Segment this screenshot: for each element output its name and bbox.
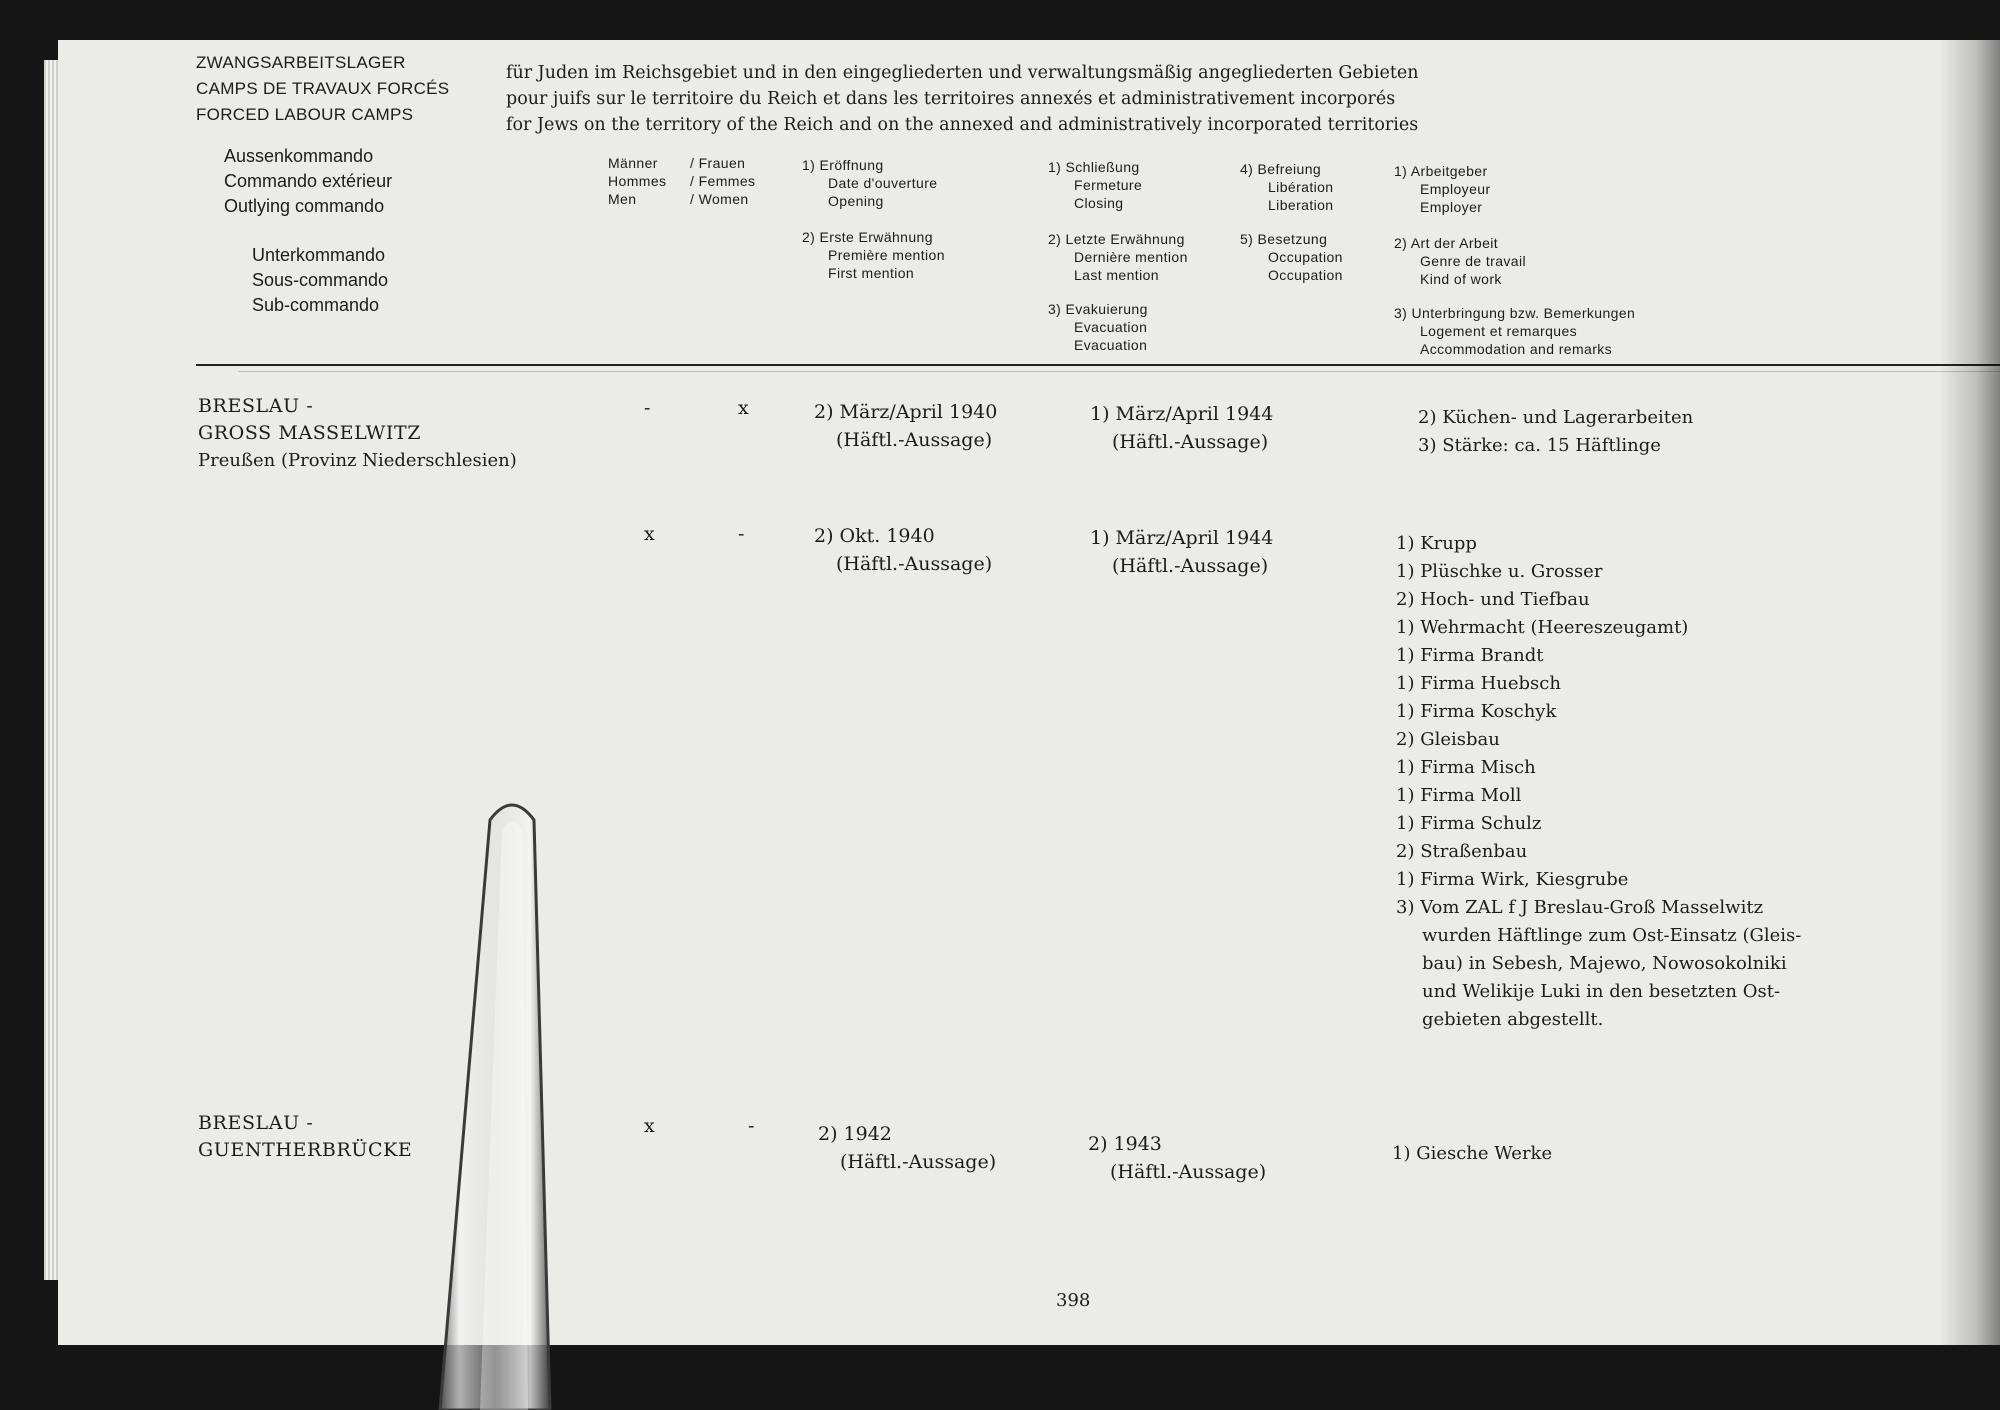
entry-closed	[1090, 400, 1273, 456]
legend-line: 5) Besetzung	[1240, 231, 1328, 247]
remark-line: wurden Häftlinge zum Ost-Einsatz (Gleis-	[1422, 925, 1802, 946]
legend-line: Aussenkommando	[224, 146, 374, 166]
closed-line: 1) März/April 1944	[1090, 403, 1274, 425]
remark-line: 1) Firma Koschyk	[1396, 701, 1557, 722]
entry-name-line: GUENTHERBRÜCKE	[198, 1139, 413, 1161]
legend-line: Men	[608, 191, 637, 207]
entry-name-line: GROSS MASSELWITZ	[198, 422, 422, 444]
remark-line: 2) Straßenbau	[1396, 841, 1528, 862]
remark-line: und Welikije Luki in den besetzten Ost-	[1422, 981, 1781, 1002]
legend-line: Fermeture	[1074, 177, 1143, 193]
men-mark: -	[644, 397, 651, 419]
legend-closing	[1048, 158, 1142, 212]
legend-last-mention	[1048, 230, 1188, 284]
legend-line: Libération	[1268, 179, 1334, 195]
scope-line: für Juden im Reichsgebiet und in den eingegliederten und verwaltungsmäßig angegliederten Gebieten	[506, 63, 1419, 83]
legend-employer	[1394, 162, 1491, 216]
legend-line: Liberation	[1268, 197, 1334, 213]
legend-occupation	[1240, 230, 1343, 284]
entry-name-line: BRESLAU -	[198, 1112, 314, 1134]
legend-line: Occupation	[1268, 249, 1343, 265]
men-mark: x	[644, 523, 655, 545]
entry-remarks	[1392, 1140, 1552, 1168]
men-mark: x	[644, 1115, 655, 1137]
legend-line: / Femmes	[690, 173, 756, 189]
entry-name	[198, 393, 421, 447]
remark-line: 1) Firma Brandt	[1396, 645, 1544, 666]
remark-line: 1) Giesche Werke	[1392, 1143, 1553, 1164]
opened-line: (Häftl.-Aussage)	[836, 553, 993, 575]
scope-line: pour juifs sur le territoire du Reich et dans les territoires annexés et administrativement incorporés	[506, 89, 1396, 109]
legend-line: Employeur	[1420, 181, 1491, 197]
entry-region: Preußen (Provinz Niederschlesien)	[198, 450, 517, 471]
legend-line: Première mention	[828, 247, 945, 263]
remark-line: gebieten abgestellt.	[1422, 1009, 1604, 1030]
legend-remarks	[1394, 304, 1635, 358]
remark-line: 1) Firma Moll	[1396, 785, 1522, 806]
legend-opening	[802, 156, 937, 210]
closed-line: (Häftl.-Aussage)	[1112, 431, 1269, 453]
remark-line: 2) Gleisbau	[1396, 729, 1500, 750]
remark-line: bau) in Sebesh, Majewo, Nowosokolniki	[1422, 953, 1787, 974]
entry-remarks	[1396, 530, 1801, 1034]
closed-line: 1) März/April 1944	[1090, 527, 1274, 549]
legend-line: 4) Befreiung	[1240, 161, 1322, 177]
remark-line: 3) Stärke: ca. 15 Häftlinge	[1418, 435, 1661, 456]
legend-line: Männer	[608, 155, 658, 171]
remark-line: 2) Hoch- und Tiefbau	[1396, 589, 1590, 610]
entry-opened	[814, 398, 997, 454]
header-rule-shadow	[238, 371, 2000, 372]
remark-line: 1) Plüschke u. Grosser	[1396, 561, 1603, 582]
legend-first-mention	[802, 228, 945, 282]
legend-line: Sous-commando	[252, 270, 389, 290]
legend-work	[1394, 234, 1526, 288]
legend-line: 1) Arbeitgeber	[1394, 163, 1488, 179]
legend-line: First mention	[828, 265, 915, 281]
legend-liberation	[1240, 160, 1334, 214]
title-line: FORCED LABOUR CAMPS	[196, 105, 414, 124]
legend-men	[608, 154, 666, 208]
legend-line: Date d'ouverture	[828, 175, 938, 191]
opened-line: (Häftl.-Aussage)	[840, 1151, 997, 1173]
legend-line: / Frauen	[690, 155, 746, 171]
legend-line: Hommes	[608, 173, 667, 189]
legend-line: 3) Unterbringung bzw. Bemerkungen	[1394, 305, 1636, 321]
legend-women	[690, 154, 755, 208]
legend-evacuation	[1048, 300, 1148, 354]
remark-line: 3) Vom ZAL f J Breslau-Groß Masselwitz	[1396, 897, 1764, 918]
legend-line: Opening	[828, 193, 884, 209]
legend-line: Outlying commando	[224, 196, 385, 216]
closed-line: (Häftl.-Aussage)	[1110, 1161, 1267, 1183]
remark-line: 1) Wehrmacht (Heereszeugamt)	[1396, 617, 1689, 638]
remark-line: 1) Firma Wirk, Kiesgrube	[1396, 869, 1629, 890]
entry-name	[198, 1110, 412, 1164]
legend-line: 1) Schließung	[1048, 159, 1140, 175]
legend-aussenkommando	[224, 144, 392, 219]
title-line: ZWANGSARBEITSLAGER	[196, 53, 406, 72]
remark-line: 2) Küchen- und Lagerarbeiten	[1418, 407, 1694, 428]
legend-line: Employer	[1420, 199, 1483, 215]
entry-opened	[818, 1120, 996, 1176]
remark-line: 1) Firma Schulz	[1396, 813, 1542, 834]
header-rule	[196, 364, 2000, 366]
remark-line: 1) Firma Misch	[1396, 757, 1536, 778]
remark-line: 1) Firma Huebsch	[1396, 673, 1561, 694]
title-line: CAMPS DE TRAVAUX FORCÉS	[196, 79, 450, 98]
legend-line: Closing	[1074, 195, 1124, 211]
legend-line: Accommodation and remarks	[1420, 341, 1613, 357]
opened-line: 2) 1942	[818, 1123, 892, 1145]
legend-line: Evacuation	[1074, 337, 1148, 353]
women-mark: -	[748, 1115, 755, 1137]
entry-closed	[1088, 1130, 1266, 1186]
legend-line: 2) Erste Erwähnung	[802, 229, 933, 245]
women-mark: -	[738, 523, 745, 545]
entry-opened	[814, 522, 992, 578]
transparent-pen-overlay	[430, 790, 580, 1410]
book-page	[58, 40, 2000, 1345]
legend-line: Sub-commando	[252, 295, 380, 315]
entry-remarks	[1418, 404, 1693, 460]
legend-line: Logement et remarques	[1420, 323, 1578, 339]
legend-line: / Women	[690, 191, 749, 207]
legend-unterkommando	[252, 243, 388, 318]
scope-line: for Jews on the territory of the Reich and on the annexed and administratively incorporated territories	[506, 115, 1419, 135]
legend-line: Commando extérieur	[224, 171, 393, 191]
legend-line: Unterkommando	[252, 245, 386, 265]
legend-line: Dernière mention	[1074, 249, 1188, 265]
page-gutter-shadow	[1938, 40, 2000, 1345]
legend-line: 3) Evakuierung	[1048, 301, 1148, 317]
header-scope	[506, 60, 1419, 138]
legend-line: 2) Letzte Erwähnung	[1048, 231, 1185, 247]
legend-line: Kind of work	[1420, 271, 1502, 287]
women-mark: x	[738, 397, 749, 419]
opened-line: 2) März/April 1940	[814, 401, 998, 423]
legend-line: 1) Eröffnung	[802, 157, 884, 173]
legend-line: 2) Art der Arbeit	[1394, 235, 1499, 251]
closed-line: (Häftl.-Aussage)	[1112, 555, 1269, 577]
remark-line: 1) Krupp	[1396, 533, 1477, 554]
legend-line: Occupation	[1268, 267, 1343, 283]
entry-name-line: BRESLAU -	[198, 395, 314, 417]
legend-line: Evacuation	[1074, 319, 1148, 335]
closed-line: 2) 1943	[1088, 1133, 1162, 1155]
header-title	[196, 50, 449, 128]
opened-line: 2) Okt. 1940	[814, 525, 935, 547]
entry-closed	[1090, 524, 1273, 580]
legend-line: Last mention	[1074, 267, 1159, 283]
page-number: 398	[1056, 1290, 1091, 1311]
opened-line: (Häftl.-Aussage)	[836, 429, 993, 451]
legend-line: Genre de travail	[1420, 253, 1527, 269]
